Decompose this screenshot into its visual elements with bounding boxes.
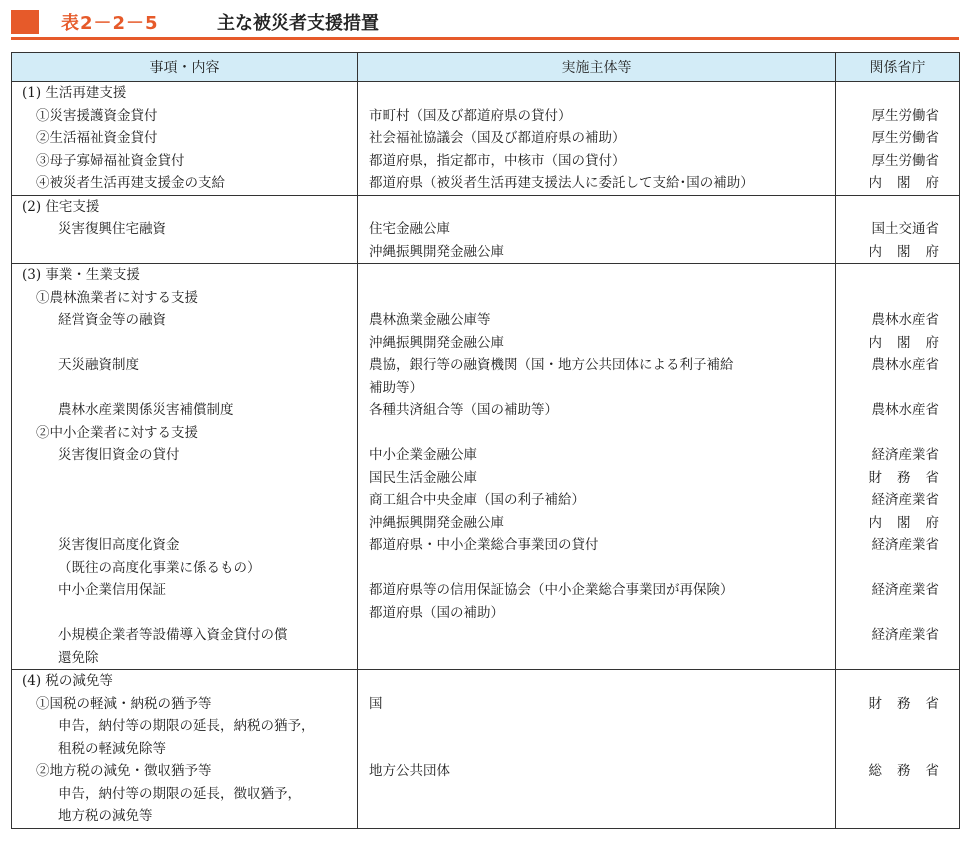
column-header-item: 事項・内容 — [12, 53, 358, 82]
ministry-line — [836, 467, 959, 490]
ministry-line — [836, 624, 959, 647]
item-line — [12, 602, 357, 625]
agency-line: 市町村（国及び都道府県の貸付） — [369, 107, 572, 124]
item-line: (2) 住宅支援 — [22, 198, 100, 215]
ministry-name: 内閣府 — [868, 334, 954, 351]
ministry-line — [836, 557, 959, 580]
agency-line: 都道府県（国の補助） — [369, 604, 504, 621]
agency-cell — [358, 670, 836, 829]
ministry-line — [836, 760, 959, 783]
support-measures-table — [11, 52, 960, 829]
item-line: ④被災者生活再建支援金の支給 — [36, 175, 225, 191]
agency-line — [358, 783, 835, 806]
item-line: (4) 税の減免等 — [22, 673, 113, 689]
ministry-name: 経済産業省 — [871, 492, 939, 508]
agency-line: 農協，銀行等の融資機関（国・地方公共団体による利子補給 — [369, 357, 734, 373]
column-header-ministry: 関係省庁 — [836, 53, 960, 82]
item-line — [12, 489, 357, 512]
item-line: ②地方税の減免・徴収猶予等 — [36, 763, 212, 779]
item-cell — [12, 264, 358, 670]
table-row — [12, 195, 960, 264]
item-line: 災害復旧資金の貸付 — [58, 447, 180, 463]
item-cell — [12, 195, 358, 264]
agency-line: 国民生活金融公庫 — [369, 469, 477, 486]
ministry-line — [836, 377, 959, 400]
ministry-line — [836, 287, 959, 310]
ministry-line — [836, 579, 959, 602]
item-line: ②中小企業者に対する支援 — [36, 424, 198, 441]
ministry-line — [836, 309, 959, 332]
item-line: ①災害援護資金貸付 — [36, 107, 158, 124]
agency-line — [358, 647, 835, 670]
item-line: ②生活福祉資金貸付 — [36, 130, 158, 146]
item-line: 天災融資制度 — [58, 357, 139, 373]
ministry-name: 厚生労働省 — [871, 130, 939, 146]
item-line: 申告，納付等の期限の延長，徴収猶予， — [58, 785, 301, 802]
agency-line: 社会福祉協議会（国及び都道府県の補助） — [369, 130, 626, 146]
header-accent-block — [11, 10, 39, 34]
ministry-cell — [836, 670, 960, 829]
ministry-line — [836, 670, 959, 693]
header-rule — [11, 37, 959, 40]
item-line: 小規模企業者等設備導入資金貸付の償 — [58, 627, 288, 643]
ministry-line — [836, 738, 959, 761]
table-title: 主な被災者支援措置 — [217, 13, 379, 34]
ministry-name: 国土交通省 — [871, 221, 939, 237]
agency-line: 沖縄振興開発金融公庫 — [369, 514, 504, 531]
ministry-name: 農林水産省 — [871, 312, 939, 328]
ministry-name: 経済産業省 — [871, 582, 939, 598]
item-line — [12, 512, 357, 535]
agency-line: 沖縄振興開発金融公庫 — [369, 334, 504, 351]
ministry-line — [836, 150, 959, 173]
ministry-line — [836, 444, 959, 467]
ministry-line — [836, 399, 959, 422]
ministry-name: 内閣府 — [868, 243, 954, 260]
item-line: ③母子寡婦福祉資金貸付 — [36, 152, 185, 169]
agency-line — [358, 715, 835, 738]
agency-line: 沖縄振興開発金融公庫 — [369, 243, 504, 260]
ministry-cell — [836, 264, 960, 670]
item-line: ①国税の軽減・納税の猶予等 — [36, 695, 212, 712]
table-number: 表2－2－5 — [61, 13, 159, 34]
ministry-name: 財務省 — [868, 469, 954, 486]
ministry-name: 内閣府 — [868, 175, 954, 191]
item-line: 経営資金等の融資 — [58, 312, 166, 328]
agency-cell — [358, 82, 836, 196]
item-line: (1) 生活再建支援 — [22, 85, 127, 101]
table-row — [12, 82, 960, 196]
agency-line: 農林漁業金融公庫等 — [369, 312, 491, 328]
table-header-row — [12, 53, 960, 82]
column-header-agency: 実施主体等 — [358, 53, 836, 82]
item-line: 災害復旧高度化資金 — [58, 537, 180, 553]
ministry-line — [836, 196, 959, 219]
agency-line: 都道府県等の信用保証協会（中小企業総合事業団が再保険） — [369, 582, 734, 598]
ministry-name: 厚生労働省 — [871, 107, 939, 124]
agency-line — [358, 287, 835, 310]
agency-line — [358, 422, 835, 445]
item-line: 地方税の減免等 — [58, 808, 153, 824]
agency-line: 商工組合中央金庫（国の利子補給） — [369, 492, 585, 508]
agency-line — [358, 82, 835, 105]
agency-cell — [358, 195, 836, 264]
item-line: 還免除 — [58, 649, 99, 666]
item-cell — [12, 82, 358, 196]
agency-line — [358, 624, 835, 647]
ministry-line — [836, 172, 959, 195]
item-line: ①農林漁業者に対する支援 — [36, 289, 198, 306]
agency-line: 都道府県，指定都市，中核市（国の貸付） — [369, 152, 626, 169]
item-line: 申告，納付等の期限の延長，納税の猶予， — [58, 718, 315, 734]
ministry-line — [836, 783, 959, 806]
item-line: 災害復興住宅融資 — [58, 221, 166, 237]
ministry-cell — [836, 82, 960, 196]
ministry-line — [836, 82, 959, 105]
ministry-line — [836, 332, 959, 355]
ministry-name: 経済産業省 — [871, 627, 939, 643]
item-line: （既往の高度化事業に係るもの） — [58, 559, 261, 576]
ministry-line — [836, 489, 959, 512]
agency-line — [358, 264, 835, 287]
item-line — [12, 467, 357, 490]
ministry-line — [836, 647, 959, 670]
ministry-line — [836, 693, 959, 716]
ministry-name: 経済産業省 — [871, 537, 939, 553]
item-line — [12, 332, 357, 355]
ministry-line — [836, 127, 959, 150]
ministry-line — [836, 602, 959, 625]
agency-line — [358, 670, 835, 693]
ministry-line — [836, 241, 959, 264]
ministry-line — [836, 105, 959, 128]
ministry-line — [836, 805, 959, 828]
ministry-line — [836, 512, 959, 535]
ministry-name: 内閣府 — [868, 514, 954, 531]
agency-line: 住宅金融公庫 — [369, 221, 450, 237]
item-line: 租税の軽減免除等 — [58, 740, 166, 757]
ministry-name: 財務省 — [868, 695, 954, 712]
table-row — [12, 670, 960, 829]
agency-line: 都道府県（被災者生活再建支援法人に委託して支給･国の補助） — [369, 175, 754, 191]
ministry-cell — [836, 195, 960, 264]
agency-line — [358, 738, 835, 761]
table-row — [12, 264, 960, 670]
agency-line: 中小企業金融公庫 — [369, 447, 477, 463]
ministry-line — [836, 422, 959, 445]
ministry-line — [836, 534, 959, 557]
ministry-name: 農林水産省 — [871, 357, 939, 373]
item-line: 中小企業信用保証 — [58, 582, 166, 598]
ministry-name: 厚生労働省 — [871, 152, 939, 169]
item-cell — [12, 670, 358, 829]
ministry-line — [836, 218, 959, 241]
item-line — [12, 241, 357, 264]
ministry-line — [836, 715, 959, 738]
agency-cell — [358, 264, 836, 670]
agency-line — [358, 196, 835, 219]
agency-line — [358, 557, 835, 580]
ministry-line — [836, 264, 959, 287]
item-line — [12, 377, 357, 400]
item-line: 農林水産業関係災害補償制度 — [58, 402, 234, 418]
agency-line: 国 — [369, 695, 383, 712]
table-header — [11, 6, 959, 36]
ministry-name: 経済産業省 — [871, 447, 939, 463]
agency-line: 補助等） — [369, 379, 423, 396]
ministry-name: 総務省 — [868, 763, 954, 779]
agency-line — [358, 805, 835, 828]
ministry-name: 農林水産省 — [871, 402, 939, 418]
agency-line: 都道府県・中小企業総合事業団の貸付 — [369, 537, 599, 553]
agency-line: 各種共済組合等（国の補助等） — [369, 402, 558, 418]
ministry-line — [836, 354, 959, 377]
item-line: (3) 事業・生業支援 — [22, 267, 140, 283]
agency-line: 地方公共団体 — [369, 763, 450, 779]
